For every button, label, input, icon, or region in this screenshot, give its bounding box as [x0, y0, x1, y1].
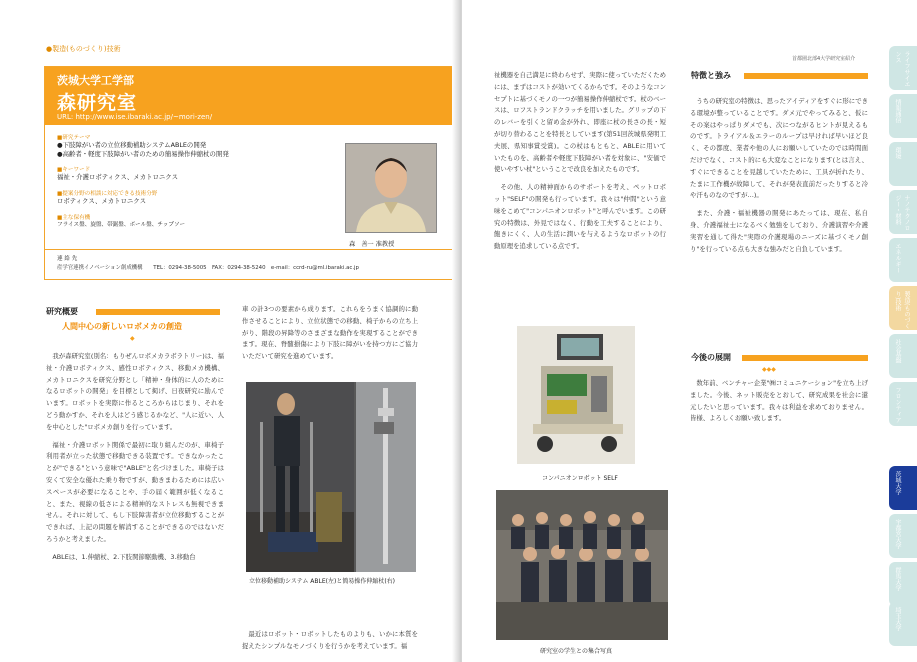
tab-utsunomiya-university[interactable]: 宇都宮大学: [889, 514, 917, 558]
tab-ict[interactable]: 情報通信: [889, 94, 917, 138]
features-heading-bar: [744, 73, 868, 79]
self-robot-caption: コンパニオンロボット SELF: [542, 475, 618, 482]
research-theme-label: ■研究テーマ: [57, 135, 91, 141]
overview-paragraph-2: 福祉・介護ロボット関係で最初に取り組んだのが、車椅子利用者が立った状態で移動できる装置です。できなかったことが"できる"という意味で"ABLE"と名づけました。車椅子は安くて安全な優れた乗り物ですが、動きまわるためには広いスペースが必要になることや、手の届く範囲が低くなること、また、視線の低さによる精神的なストレスも無視できません。それに対して、もし下肢障害者が立位移動することができれば、上記の問題を解消することができるのではないだろうかと考えました。: [46, 440, 224, 543]
running-head: 首都圏北部4大学研究室紹介: [792, 56, 856, 62]
overview-subheading: 人間中心の新しいロボメカの創造: [62, 322, 182, 331]
lab-url[interactable]: URL: http://www.ise.ibaraki.ac.jp/~mori-zen/: [57, 113, 213, 121]
tab-environment[interactable]: 環境: [889, 142, 917, 186]
tab-life-science[interactable]: ライフサイエンス: [889, 46, 917, 90]
contact-label: 連 絡 先: [57, 256, 78, 262]
tab-saitama-university[interactable]: 埼玉大学: [889, 602, 917, 646]
left-page: [0, 0, 458, 662]
contact-info: 産学官連携イノベーション創成機構 TEL：0294-38-5005 FAX：0294-38-5240 e-mail：ccrd-ru@ml.ibaraki.ac.jp: [57, 265, 359, 271]
overview-heading-bar: [96, 309, 220, 315]
able-photo-caption: 立位移動補助システム ABLE(左)と簡易操作伸縮杖(右): [249, 578, 396, 585]
tab-gunma-university[interactable]: 群馬大学: [889, 562, 917, 606]
portrait-photo: [345, 143, 437, 233]
right-paragraph-2: その他、人の精神面からのサポートを考え、ペットロボット"SELF"の開発も行っています。我々は"仲間"という意味をこめて"コンパニオンロボット"と呼んでいます。この研究の特徴は、外見ではなく、行動を工夫することにより、飽きにくく、人の生活に潤いを与えるようなロボットの行動原理を追求している点です。: [494, 183, 666, 251]
overview-column-2b: [242, 629, 418, 653]
equipment-label: ■主な保有機: [57, 215, 91, 221]
overview-column-2: [242, 304, 418, 363]
fields-text: ロボティクス、メカトロニクス: [57, 197, 147, 205]
lab-title: 森研究室: [57, 92, 138, 114]
department-name: 茨城大学工学部: [57, 74, 134, 87]
research-theme-2: ●高齢者・軽度下肢障がい者のための簡易操作伸縮杖の開発: [57, 150, 229, 158]
title-band: [45, 67, 453, 125]
self-robot-image: [517, 326, 635, 464]
features-paragraph-2: また、介護・福祉機器の開発にあたっては、現在、私自身、介護福祉士になるべく勉強をしており、介護演習や介護実習を通して得た"実際の介護現場のニーズに基づくモノ創り"を行っている点も大きな強みだと自負しています。: [690, 209, 868, 253]
equipment-text: フライス盤、旋盤、帯鋸盤、ボール盤、チップソー: [57, 222, 186, 228]
lab-profile-box: [44, 66, 454, 280]
tab-manufacturing[interactable]: 製造(ものづくり)技術: [889, 286, 917, 330]
group-photo-caption: 研究室の学生との集合写真: [540, 648, 613, 655]
research-theme-1: ●下肢障がい者の立位移動補助システムABLEの開発: [57, 141, 207, 149]
overview-paragraph-4: 車 の計3つの要素から成ります。これらをうまく協調的に動作させることにより、立位状態での移動、椅子からの立ち上がり、階段の昇降等のさまざまな動作を実現することができます。現在、脊髄損傷により下肢に障がいを持つ方にご協力いただいて研究を進めています。: [242, 305, 418, 361]
tab-infrastructure[interactable]: 社会基盤: [889, 334, 917, 378]
contact-divider: [45, 249, 453, 250]
features-heading: 特徴と強み: [691, 71, 731, 80]
diamond-ornament: ◆: [130, 335, 135, 342]
index-tabs: [889, 46, 917, 646]
right-column-1: [494, 70, 666, 253]
group-image: [496, 490, 668, 640]
overview-paragraph-5: 最近はロボット・ロボットしたものよりも、いかに本質を捉えたシンプルなモノづくりを行うかを考えています。福: [242, 630, 418, 650]
tab-frontier[interactable]: フロンティア: [889, 382, 917, 426]
future-heading: 今後の展開: [691, 353, 731, 362]
overview-heading: 研究概要: [46, 307, 78, 316]
able-image: [246, 382, 416, 572]
portrait-caption: 森 善一 准教授: [349, 241, 395, 248]
group-photo: [496, 490, 668, 640]
future-paragraph: 数年前、ベンチャー企業"㈱コミュニケーション"を立ち上げました。今後、ネット販売をとおして、研究成果を社会に還元したいと思っています。我々は利益を求めておりません。皆様、よろしくお願い致します。: [690, 379, 868, 423]
tab-nanotech[interactable]: ナノテクノロジー・材料: [889, 190, 917, 234]
keywords-text: 福祉・介護ロボティクス、メカトロニクス: [57, 173, 178, 181]
fields-label: ■提案分野の相談に対応できる技術分野: [57, 191, 158, 197]
tab-ibaraki-university[interactable]: 茨城大学: [889, 466, 917, 510]
features-paragraph-1: うちの研究室の特徴は、思ったアイディアをすぐに形にできる環境が整っていることです。ダメ元でやってみると、仮にその案はやっぱりダメでも、次につながるヒントが見えるものです。トライアル＆エラーのループは早ければ早いほど良く、その都度、業者や他の人にお願いしていたのでは時間面だけでなく、コスト的にも大変なことになります(とは言え、すぐにできることを見越していたために、工具が折れたり、たまに工作機が故障して、それが発表直前だったりすると冷や汗ものなのですが…)。: [690, 97, 868, 200]
overview-paragraph-1: 我が森研究室(別名：もりぜんロボメカラボラトリー)は、福祉・介護ロボティクス、感性ロボティクス、移動メカ機構、メカトロニクスを研究分野とし「精神・身体的に人のためになるロボットの開発」を目標として掲げ、日夜研究に励んでいます。ロボットを実際に作るところからはじまり、それをどう動かすか、それを人はどう感じるかなど、"人に近い、人を中心とした"ロボメカ創りを行っています。: [46, 352, 224, 431]
future-diamonds: ◆◆◆: [762, 366, 776, 373]
features-column: [690, 96, 868, 255]
portrait-image: [346, 144, 436, 232]
overview-column-1: [46, 351, 224, 564]
overview-paragraph-3: ABLEは、1.伸縮杖、2.下肢関節駆動機、3.移動台: [52, 552, 196, 561]
keywords-label: ■キーワード: [57, 167, 91, 173]
tab-energy[interactable]: エネルギー: [889, 238, 917, 282]
category-label: ●製造(ものづくり)技術: [46, 45, 121, 53]
self-robot-photo: [517, 326, 635, 464]
right-paragraph-1: 祉機器を自己満足に終わらせず、実際に使っていただくためには、まずはコストが効いてくるからです。そのようなコンセプトに基づくモノの一つが簡易操作伸縮杖です。杖のベースは、ロフストランドクラッチを用いました。グリップの下のレバーを引くと留め金が外れ、即座に杖の長さの長・短が切り替わることを特長としています(第51回茨城県発明工夫展、県知事賞受賞)。この杖はもともと、ABLEに用いていたものを、高齢者や軽度下肢障がい者を対象に、"安価で使いやすい杖"ということで改良を加えたものです。: [494, 71, 666, 174]
able-photo: [246, 382, 416, 572]
future-column: [690, 378, 868, 425]
future-heading-bar: [742, 355, 868, 361]
